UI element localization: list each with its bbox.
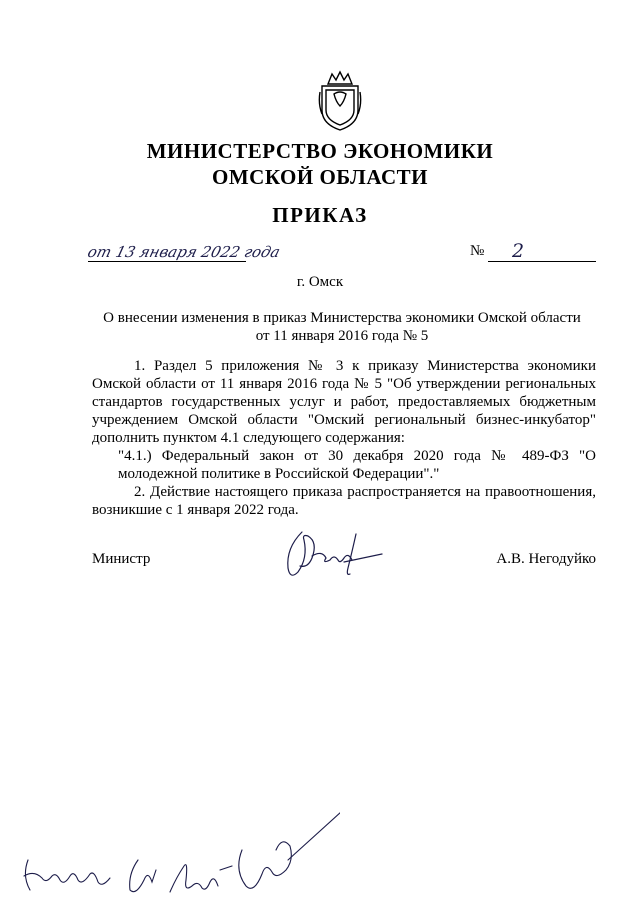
date-field bbox=[85, 243, 282, 264]
handwritten-number: 2 bbox=[512, 240, 525, 262]
organization-region: ОМСКОЙ ОБЛАСТИ bbox=[212, 165, 428, 189]
number-field bbox=[488, 240, 596, 264]
organization-name: МИНИСТЕРСТВО ЭКОНОМИКИ bbox=[146, 139, 494, 163]
paragraph: 1. Раздел 5 приложения № 3 к приказу Министерства экономики Омской области от 11 января 2016 года № 5 "Об утверждении региональных стандартов государственных услуг и работ, предоставляемых бюджетным учреждением Омской области "Омский региональный бизнес-инкубатор" дополнить пунктом 4.1 следующего содержания: bbox=[92, 358, 596, 446]
document-type: ПРИКАЗ bbox=[272, 203, 368, 227]
approval-signatures-icon bbox=[20, 800, 340, 900]
number-label: № bbox=[470, 243, 485, 259]
city: г. Омск bbox=[296, 274, 344, 290]
document-subject bbox=[96, 309, 588, 345]
handwritten-date: от 13 января 2022 года bbox=[85, 243, 282, 261]
document-body bbox=[92, 357, 596, 519]
handwritten-signature-icon bbox=[278, 528, 388, 586]
signatory-name: А.В. Негодуйко bbox=[496, 551, 596, 567]
subject-line: от 11 января 2016 года № 5 bbox=[255, 328, 429, 344]
paragraph: 2. Действие настоящего приказа распространяется на правоотношения, возникшие с 1 января 2022 года. bbox=[92, 484, 596, 518]
signatory-title: Министр bbox=[92, 551, 151, 567]
coat-of-arms-icon bbox=[318, 70, 362, 132]
subject-line: О внесении изменения в приказ Министерства экономики Омской области bbox=[103, 310, 581, 326]
paragraph-quote: "4.1.) Федеральный закон от 30 декабря 2020 года № 489-ФЗ "О молодежной политике в Российской Федерации"." bbox=[118, 448, 596, 482]
